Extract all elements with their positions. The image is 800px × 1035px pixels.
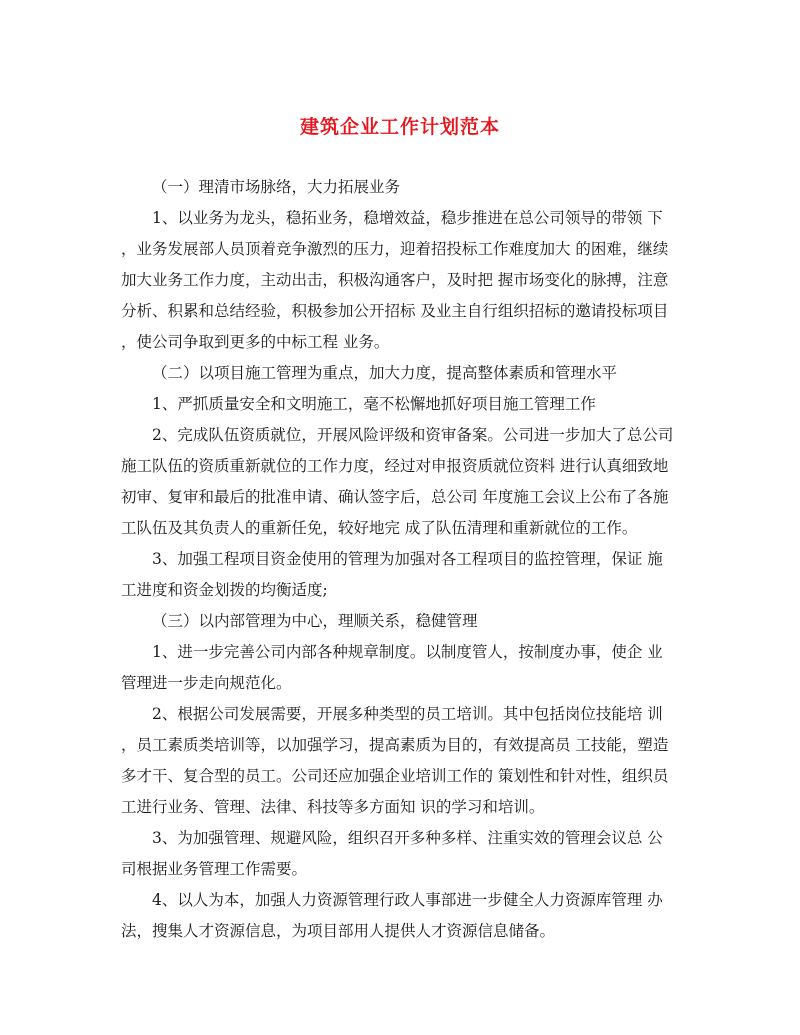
paragraph-line: 法，搜集人才资源信息，为项目部用人提供人才资源信息储备。 (121, 922, 556, 940)
paragraph-line: 2、完成队伍资质就位，开展风险评级和资审备案。公司进一步加大了总公司 (152, 426, 674, 444)
paragraph-line: 管理进一步走向规范化。 (121, 674, 292, 692)
paragraph-line: 初审、复审和最后的批准申请、确认签字后，总公司 年度施工会议上公布了各施 (121, 488, 669, 506)
document-body (121, 172, 681, 947)
section-heading-3: （三）以内部管理为中心，理顺关系，稳健管理 (152, 612, 478, 630)
paragraph-line: ，员工素质类培训等，以加强学习，提高素质为目的，有效提高员 工技能，塑造 (121, 736, 669, 754)
paragraph-line: 加大业务工作力度，主动出击，积极沟通客户，及时把 握市场变化的脉搏，注意 (121, 271, 669, 289)
paragraph-line: 3、为加强管理、规避风险，组织召开多种多样、注重实效的管理会议总 公 (152, 829, 663, 847)
paragraph-line: 1、严抓质量安全和文明施工，毫不松懈地抓好项目施工管理工作 (152, 395, 596, 413)
paragraph-line: 分析、积累和总结经验，积极参加公开招标 及业主自行组织招标的邀请投标项目 (121, 302, 669, 320)
paragraph-line: 工进行业务、管理、法律、科技等多方面知 识的学习和培训。 (121, 798, 545, 816)
section-heading-2: （二）以项目施工管理为重点，加大力度，提高整体素质和管理水平 (152, 364, 618, 382)
paragraph-line: 司根据业务管理工作需要。 (121, 860, 308, 878)
section-heading-1: （一）理清市场脉络，大力拓展业务 (152, 178, 401, 196)
paragraph-line: 多才干、复合型的员工。公司还应加强企业培训工作的 策划性和针对性，组织员 (121, 767, 669, 785)
paragraph-line: 1、以业务为龙头，稳拓业务，稳增效益，稳步推进在总公司领导的带领 下 (152, 209, 663, 227)
paragraph-line: 4、以人为本，加强人力资源管理行政人事部进一步健全人力资源库管理 办 (152, 891, 663, 909)
paragraph-line: ，业务发展部人员顶着竞争激烈的压力，迎着招投标工作难度加大 的困难，继续 (121, 240, 669, 258)
paragraph-line: 工进度和资金划拨的均衡适度; (121, 581, 328, 599)
paragraph-line: 3、加强工程项目资金使用的管理为加强对各工程项目的监控管理，保证 施 (152, 550, 663, 568)
paragraph-line: 2、根据公司发展需要，开展多种类型的员工培训。其中包括岗位技能培 训 (152, 705, 663, 723)
paragraph-line: ，使公司争取到更多的中标工程 业务。 (121, 333, 390, 351)
paragraph-line: 工队伍及其负责人的重新任免，较好地完 成了队伍清理和重新就位的工作。 (121, 519, 638, 537)
paragraph-line: 1、进一步完善公司内部各种规章制度。以制度管人，按制度办事，使企 业 (152, 643, 663, 661)
document-title: 建筑企业工作计划范本 (299, 116, 500, 138)
paragraph-line: 施工队伍的资质重新就位的工作力度，经过对申报资质就位资料 进行认真细致地 (121, 457, 669, 475)
